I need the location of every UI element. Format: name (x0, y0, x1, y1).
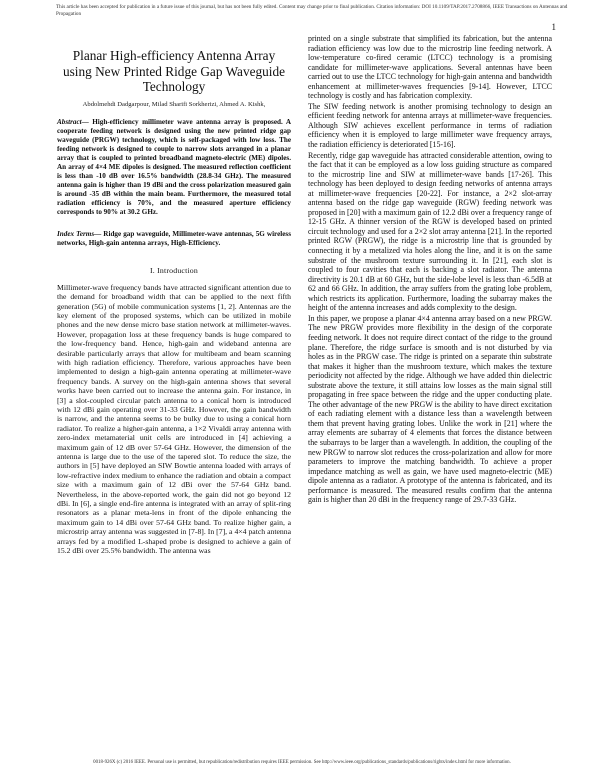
intro-paragraph: The SIW feeding network is another promising technology to design an efficient feeding network for antenna arrays at millimeter-wave frequencies. Although SIW achieves excellent performance in terms of radiation efficiency when it is employed to large millimeter wave frequency arrays, the radiation efficiency is deteriorated [15-16]. (308, 101, 552, 150)
journal-notice: This article has been accepted for publication in a future issue of this journal, but has not been fully edited. Content may change prior to final publication. Citation information: DOI 10.1109/TAP.2017.2708866, IEEE Transactions on Antennas and Propagation (56, 4, 568, 17)
section-heading: I. Introduction (149, 265, 199, 275)
abstract-label: Abstract— (57, 117, 89, 126)
index-terms-text: Ridge gap waveguide, Millimeter-wave antennas, 5G wireless networks, High-gain antenna arrays, High-Efficiency. (57, 229, 291, 247)
index-terms (57, 230, 291, 248)
intro-paragraph: In this paper, we propose a planar 4×4 antenna array based on a new PRGW. The new PRGW provides more flexibility in the design of the corporate feeding network. It does not require direct contact of the ridge to the ground plane. Therefore, the ridge surface is smooth and is not disturbed by via holes as in the PRGW case. The ridge is printed on a separate thin substrate that makes it higher than the mushroom texture, which makes the texture periodicity not affected by the ridge. Although we have added thin dielectric substrate above the texture, it still attains low losses as the main signal still propagating in free space between the ridge and the upper conducting plate. The other advantage of the new PRGW is the ability to have direct excitation of each radiating element with a distance less than a wavelength between them that prevent having grating lobes. Unlike the work in [21] where the array elements are subarray of 4 elements that forces the distance between the subarrays to be larger than a wavelength. In addition, the coupling of the new PRGW to narrow slot reduces the cross-polarization and allow for more parameters to improve the matching bandwidth. To achieve a proper impedance matching as well as gain, we have used magneto-electric (ME) dipole antenna as a radiator. A prototype of the antenna is fabricated, and its performance is measured. The measured results confirm that the antenna gain is higher than 20 dBi in the frequency range of 29.7-33 GHz. (308, 313, 552, 505)
left-column (57, 34, 291, 556)
page-number: 1 (551, 22, 556, 32)
abstract (57, 118, 291, 218)
right-column (308, 34, 552, 505)
author-list: Abdolmehdi Dadgarpour, Milad Sharifi Sorkherizi, Ahmed A. Kishk, (82, 100, 266, 108)
abstract-text: High-efficiency millimeter wave antenna array is proposed. A cooperate feeding network is designed using the new printed ridge gap waveguide (PRGW) technology, which is self-packaged with low loss. The feeding network is designed to couple to narrow slots arranged in a planar array that is coupled to printed broadband magneto-electric (ME) dipoles. An array of 4×4 ME dipoles is designed. The measured reflection coefficient is less than -10 dB over 16.5% bandwidth (28.8-34 GHz). The measured antenna gain is higher than 19 dBi and the cross polarization measured gain is around -35 dB within the main beam. Furthermore, the measured total radiation efficiency is 70%, and the measured aperture efficiency corresponds to 90% at 30.2 GHz. (57, 117, 291, 217)
paper-title: Planar High-efficiency Antenna Array using New Printed Ridge Gap Waveguide Technology (62, 48, 286, 94)
intro-paragraph: Recently, ridge gap waveguide has attracted considerable attention, owing to the fact that it can be employed as a low loss guiding structure as compared to the microstrip line and SIW at millimeter-wave bands [17-26]. This technology has been deployed to design feeding networks of antenna arrays at millimeter-wave frequencies [20-22]. For instance, a 2×2 slot-array antenna based on the ridge gap waveguide (RGW) feeding network was proposed in [20] with a maximum gain of 12.2 dBi over a frequency range of 12-15 GHz. A thinner version of the RGW is developed based on printed circuit technology and used for a 2×2 slot array antenna [21]. In the reported printed RGW (PRGW), the ridge is a microstrip line that is grounded by connecting it by a metalized via holes along the line, and it is on the same substrate of the mushroom texture surrounding it. In [21], each slot is coupled to four cavities that each is backing a slot radiator. The antenna directivity is 20.1 dB at 60 GHz, but the side-lobe level is less than -6.5dB at 62 and 66 GHz. In addition, the array suffers from the grating lobe problem, which restricts its application. Furthermore, loading the subarray makes the height of the antenna increases and adds complexity to the design. (308, 150, 552, 313)
copyright-footer: 0018-926X (c) 2016 IEEE. Personal use is permitted, but republication/redistribution requires IEEE permission. See http://www.ieee.org/publications_standards/publications/rights/index.html for more information. (93, 760, 511, 765)
intro-paragraph-left: Millimeter-wave frequency bands have attracted significant attention due to the demand for broadband width that can be applied to the next fifth generation (5G) of mobile communication systems [1, 2]. Antennas are the key element of the proposed systems, which can be utilized in mobile phones and the new dense micro base station network at millimeter-waves. However, propagation loss at these frequency bands is huge compared to the low-frequency band. Hence, high-gain and wideband antenna are desirable particularly arrays that allow for multibeam and beam scanning with high radiation efficiency. Therefore, various approaches have been implemented to design a high-gain antenna operating at millimeter-wave frequency bands. A survey on the high-gain antenna shows that several works have been carried out to increase the antenna gain. For instance, in [3] a slot-coupled circular patch antenna to a conical horn is introduced with 12 dBi gain operating over 31-33 GHz. However, the gain bandwidth is narrow, and the antenna seems to be bulky due to using a conical horn radiator. To realize a higher-gain antenna, a 1×2 Vivaldi array antenna with zero-index metamaterial unit cells are introduced in [4] achieving a maximum gain of 12 dB over 57-64 GHz. However, the dimension of the antenna is large due to the use of the tapered slot. To reduce the size, the authors in [5] have deployed an SIW Bowtie antenna loaded with arrays of low-refractive index medium to enhance the radiation and obtain a compact size with a maximum gain of 12 dBi over the 57-64 GHz band. Nevertheless, in the above-reported work, the gain did not go beyond 12 dBi. In [6], a single end-fire antenna is integrated with an array of split-ring resonators as a planar meta-lens in front of the dipole enhancing the maximum gain to 14 dBi over 57-64 GHz band. To realize higher gain, a microstrip array antenna was suggested in [7-8]. In [7], a 4×4 patch antenna arrays fed by a modified L-shaped probe is designed to achieve a gain of 15.2 dBi over 25.5% bandwidth. The antenna was (57, 282, 291, 556)
index-terms-label: Index Terms— (57, 229, 102, 238)
intro-paragraph: printed on a single substrate that simplified its fabrication, but the antenna radiation efficiency was low due to the microstrip line feeding network. A low-temperature co-fired ceramic (LTCC) technology is a promising candidate for millimeter-wave applications. Several antennas have been carried out to use the LTCC technology for high-gain antenna and bandwidth enhancement at millimeter-waves frequencies [9-14]. However, LTCC technology is costly and has fabrication complexity. (308, 34, 552, 101)
